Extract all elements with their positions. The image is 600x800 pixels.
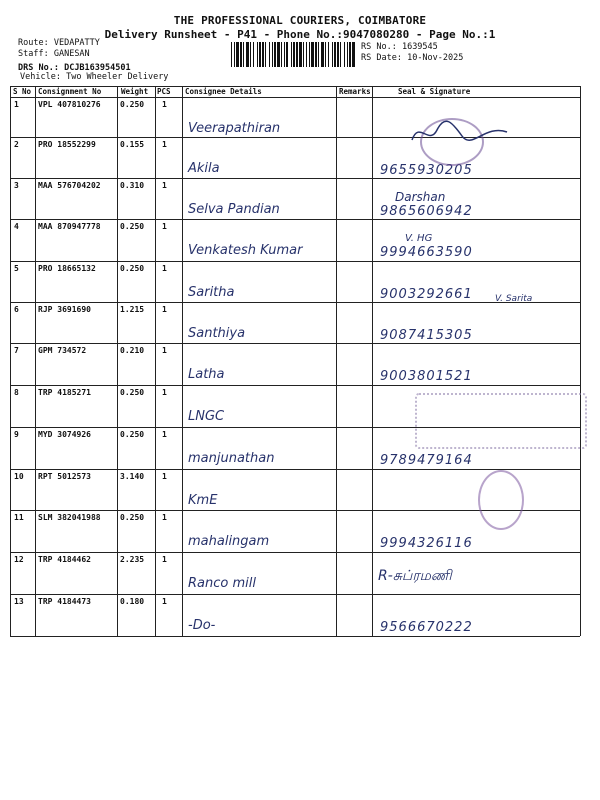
row-consignment-no: MAA 870947778 [38, 222, 101, 231]
table-row-divider [10, 343, 580, 344]
table-row-divider [10, 261, 580, 262]
row-pcs: 1 [162, 140, 167, 149]
row-pcs: 1 [162, 555, 167, 564]
col-consignment: Consignment No [38, 87, 102, 96]
col-sno: S No [13, 87, 32, 96]
row-consignee-handwritten: Santhiya [188, 326, 246, 341]
row-consignee-handwritten: manjunathan [188, 451, 275, 466]
handwritten-initial: V. HG [405, 233, 433, 244]
row-sno: 9 [14, 430, 19, 439]
row-pcs: 1 [162, 388, 167, 397]
table-column-divider [336, 86, 337, 636]
meta-left [18, 38, 131, 74]
row-sno: 4 [14, 222, 19, 231]
row-seal-phone-handwritten: 9994326116 [380, 536, 473, 551]
staff-value: GANESAN [53, 49, 90, 59]
row-pcs: 1 [162, 264, 167, 273]
row-sno: 7 [14, 346, 19, 355]
row-consignee-handwritten: Akila [188, 161, 220, 176]
row-consignment-no: GPM 734572 [38, 346, 87, 355]
row-pcs: 1 [162, 597, 167, 606]
row-weight: 0.250 [120, 430, 145, 439]
rs-info [361, 42, 463, 64]
row-consignment-no: TRP 4184462 [38, 555, 91, 564]
col-seal: Seal & Signature [398, 87, 471, 96]
staff-label: Staff: [18, 49, 49, 59]
row-seal-phone-handwritten: 9003801521 [380, 369, 473, 384]
rs-date-label: RS Date: [361, 53, 402, 63]
rs-no-label: RS No.: [361, 42, 397, 52]
row-weight: 3.140 [120, 472, 145, 481]
row-weight: 0.250 [120, 388, 145, 397]
row-pcs: 1 [162, 346, 167, 355]
route-value: VEDAPATTY [53, 38, 100, 48]
seal-stamp [415, 393, 587, 449]
row-consignment-no: SLM 382041988 [38, 513, 101, 522]
table-row-divider [10, 469, 580, 470]
row-consignee-handwritten: mahalingam [188, 534, 270, 549]
runsheet-subtitle: Delivery Runsheet - P41 - Phone No.:9047080280 - Page No.:1 [104, 28, 496, 41]
handwritten-name: Darshan [395, 190, 446, 204]
table-row-divider [10, 178, 580, 179]
row-consignee-handwritten: Latha [188, 367, 225, 382]
row-weight: 0.210 [120, 346, 145, 355]
col-pcs: PCS [157, 87, 171, 96]
route-label: Route: [18, 38, 49, 48]
row-consignment-no: PRO 18665132 [38, 264, 96, 273]
rs-date-value: 10-Nov-2025 [407, 53, 464, 63]
row-sno: 1 [14, 100, 19, 109]
vehicle-value: Two Wheeler Delivery [66, 72, 169, 82]
row-weight: 0.310 [120, 181, 145, 190]
table-column-divider [182, 86, 183, 636]
vehicle-label: Vehicle: [20, 72, 61, 82]
table-column-divider [35, 86, 36, 636]
row-consignee-handwritten: Selva Pandian [188, 202, 280, 217]
row-consignment-no: MYD 3074926 [38, 430, 91, 439]
table-column-divider [372, 86, 373, 636]
rs-no-value: 1639545 [401, 42, 438, 52]
row-consignee-handwritten: Venkatesh Kumar [188, 243, 303, 258]
table-row-divider [10, 219, 580, 220]
row-sno: 13 [14, 597, 24, 606]
vehicle-info [20, 72, 168, 82]
row-sno: 6 [14, 305, 19, 314]
row-sno: 3 [14, 181, 19, 190]
drs-label: DRS No.: [18, 63, 59, 73]
row-consignee-handwritten: KmE [188, 493, 218, 508]
row-consignment-no: VPL 407810276 [38, 100, 101, 109]
row-weight: 1.215 [120, 305, 145, 314]
signature-scribble [407, 118, 517, 148]
table-row-divider [10, 552, 580, 553]
table-row-divider [10, 594, 580, 595]
row-seal-phone-handwritten: 9003292661 [380, 287, 473, 302]
row-sno: 10 [14, 472, 24, 481]
row-seal-phone-handwritten: 9655930205 [380, 163, 473, 178]
row-sno: 12 [14, 555, 24, 564]
row-consignee-handwritten: Veerapathiran [188, 121, 281, 136]
row-sno: 5 [14, 264, 19, 273]
table-column-divider [580, 86, 581, 636]
row-consignment-no: PRO 18552299 [38, 140, 96, 149]
row-seal-phone-handwritten: 9789479164 [380, 453, 473, 468]
row-consignee-handwritten: -Do- [188, 618, 216, 633]
handwritten-signature: V. Sarita [495, 294, 533, 304]
row-weight: 0.180 [120, 597, 145, 606]
table-column-divider [155, 86, 156, 636]
table-row-divider [10, 636, 580, 637]
row-weight: 0.250 [120, 513, 145, 522]
row-sno: 2 [14, 140, 19, 149]
row-sno: 8 [14, 388, 19, 397]
row-pcs: 1 [162, 100, 167, 109]
col-weight: Weight [121, 87, 149, 96]
row-pcs: 1 [162, 181, 167, 190]
row-seal-phone-handwritten: 9087415305 [380, 328, 473, 343]
row-consignee-handwritten: LNGC [188, 409, 225, 424]
table-column-divider [10, 86, 11, 636]
table-column-divider [117, 86, 118, 636]
seal-stamp [478, 470, 524, 530]
row-weight: 2.235 [120, 555, 145, 564]
row-seal-phone-handwritten: 9994663590 [380, 245, 473, 260]
row-consignment-no: TRP 4184473 [38, 597, 91, 606]
table-row-divider [10, 385, 580, 386]
row-consignment-no: RPT 5012573 [38, 472, 91, 481]
row-sno: 11 [14, 513, 24, 522]
row-pcs: 1 [162, 222, 167, 231]
col-consignee: Consignee Details [185, 87, 262, 96]
drs-value: DCJB163954501 [64, 63, 131, 73]
row-pcs: 1 [162, 472, 167, 481]
row-weight: 0.250 [120, 100, 145, 109]
row-consignment-no: TRP 4185271 [38, 388, 91, 397]
row-weight: 0.250 [120, 264, 145, 273]
row-consignee-handwritten: Saritha [188, 285, 235, 300]
barcode [230, 41, 358, 68]
row-seal-phone-handwritten: 9566670222 [380, 620, 473, 635]
col-remarks: Remarks [339, 87, 371, 96]
row-pcs: 1 [162, 305, 167, 314]
row-weight: 0.250 [120, 222, 145, 231]
handwritten-signature: R-சுப்ரமணி [378, 568, 452, 584]
table-row-divider [10, 97, 580, 98]
company-title: THE PROFESSIONAL COURIERS, COIMBATORE [173, 14, 427, 27]
row-weight: 0.155 [120, 140, 145, 149]
row-seal-phone-handwritten: 9865606942 [380, 204, 473, 219]
row-consignee-handwritten: Ranco mill [188, 576, 256, 591]
row-pcs: 1 [162, 430, 167, 439]
row-pcs: 1 [162, 513, 167, 522]
row-consignment-no: MAA 576704202 [38, 181, 101, 190]
row-consignment-no: RJP 3691690 [38, 305, 91, 314]
